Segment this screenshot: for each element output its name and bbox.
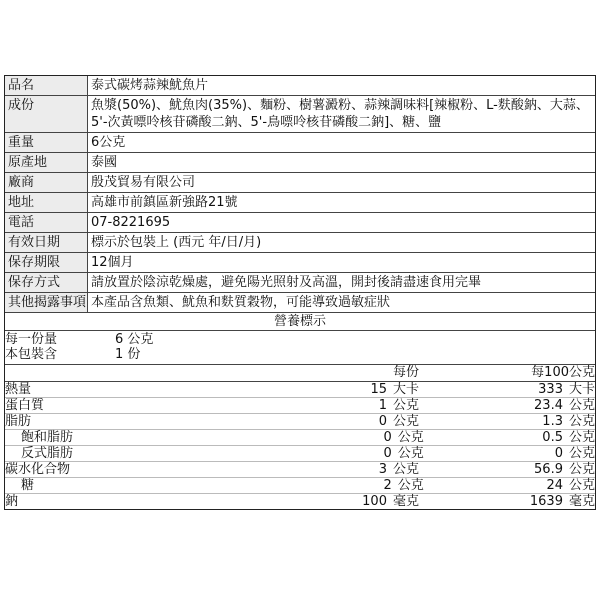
nutrient-per-serving bbox=[177, 446, 424, 461]
per-100g-unit: 公克 bbox=[568, 430, 595, 445]
info-key: 電話 bbox=[5, 213, 88, 233]
per-serving-unit: 公克 bbox=[392, 398, 419, 413]
servings-per-package-label: 本包裝含 bbox=[5, 347, 58, 362]
servings-per-package-value: 1 份 bbox=[115, 347, 141, 362]
info-key: 有效日期 bbox=[5, 233, 88, 253]
per-100g-amount: 1.3 bbox=[542, 414, 563, 429]
nutrient-per-100g bbox=[419, 494, 595, 509]
info-row bbox=[5, 153, 595, 173]
nutrient-per-serving bbox=[165, 494, 419, 509]
per-serving-header: 每份 bbox=[392, 365, 419, 380]
info-key: 保存方式 bbox=[5, 273, 88, 293]
info-key: 成份 bbox=[5, 96, 88, 133]
info-value: 泰式碳烤蒜辣魷魚片 bbox=[88, 76, 596, 96]
nutrient-per-serving bbox=[165, 382, 419, 397]
per-100g-unit: 公克 bbox=[568, 414, 595, 429]
nutrient-per-100g bbox=[424, 478, 595, 493]
per-serving-unit: 公克 bbox=[392, 462, 419, 477]
nutrient-name: 蛋白質 bbox=[5, 398, 45, 413]
nutrient-row bbox=[5, 494, 595, 509]
per-serving-unit: 公克 bbox=[397, 478, 424, 493]
nutrient-per-100g bbox=[419, 382, 595, 397]
info-key: 其他揭露事項 bbox=[5, 293, 88, 313]
nutrition-header bbox=[5, 365, 595, 382]
per-100g-amount: 0 bbox=[554, 446, 563, 461]
nutrient-per-serving bbox=[165, 398, 419, 413]
per-100g-unit: 毫克 bbox=[568, 494, 595, 509]
info-row bbox=[5, 213, 595, 233]
info-value: 魚漿(50%)、魷魚肉(35%)、麵粉、樹薯澱粉、蒜辣調味料[辣椒粉、L-麩酸鈉、大蒜、5'-次黃嘌呤核苷磷酸二鈉、5'-鳥嘌呤核苷磷酸二鈉]、糖、鹽 bbox=[88, 96, 596, 133]
info-key: 重量 bbox=[5, 133, 88, 153]
nutrient-name: 熱量 bbox=[5, 382, 32, 397]
nutrient-row bbox=[5, 398, 595, 414]
per-100g-unit: 公克 bbox=[568, 398, 595, 413]
per-100g-amount: 333 bbox=[538, 382, 563, 397]
info-row bbox=[5, 233, 595, 253]
nutrient-per-100g bbox=[424, 430, 595, 445]
nutrient-row bbox=[5, 382, 595, 398]
per-100g-amount: 0.5 bbox=[542, 430, 563, 445]
per-serving-amount: 0 bbox=[383, 446, 392, 461]
per-serving-amount: 100 bbox=[362, 494, 387, 509]
info-key: 品名 bbox=[5, 76, 88, 96]
nutrition-facts bbox=[5, 313, 595, 509]
nutrient-name: 反式脂肪 bbox=[21, 446, 74, 461]
per-100g-amount: 56.9 bbox=[534, 462, 563, 477]
nutrient-per-serving bbox=[177, 478, 424, 493]
info-value: 12個月 bbox=[88, 253, 596, 273]
info-value: 本產品含魚類、魷魚和麩質穀物，可能導致過敏症狀 bbox=[88, 293, 596, 313]
per-serving-amount: 1 bbox=[378, 398, 387, 413]
per-100g-amount: 1639 bbox=[529, 494, 563, 509]
per-serving-unit: 大卡 bbox=[392, 382, 419, 397]
nutrient-row bbox=[5, 430, 595, 446]
nutrient-row bbox=[5, 478, 595, 494]
nutrient-per-100g bbox=[419, 414, 595, 429]
nutrient-per-100g bbox=[419, 462, 595, 477]
nutrient-name: 糖 bbox=[21, 478, 35, 493]
info-key: 保存期限 bbox=[5, 253, 88, 273]
nutrient-name: 脂肪 bbox=[5, 414, 32, 429]
product-label bbox=[4, 75, 596, 510]
per-serving-unit: 公克 bbox=[397, 446, 424, 461]
per-100g-unit: 公克 bbox=[568, 446, 595, 461]
info-value: 6公克 bbox=[88, 133, 596, 153]
serving-size-value: 6 公克 bbox=[115, 332, 154, 347]
nutrient-name: 飽和脂肪 bbox=[21, 430, 74, 445]
info-row bbox=[5, 273, 595, 293]
per-serving-unit: 公克 bbox=[397, 430, 424, 445]
nutrient-per-serving bbox=[177, 430, 424, 445]
nutrient-per-serving bbox=[165, 462, 419, 477]
per-serving-amount: 0 bbox=[383, 430, 392, 445]
info-value: 泰國 bbox=[88, 153, 596, 173]
product-info-table bbox=[5, 76, 595, 313]
nutrition-title: 營養標示 bbox=[5, 313, 595, 331]
info-value: 請放置於陰涼乾燥處，避免陽光照射及高溫，開封後請盡速食用完畢 bbox=[88, 273, 596, 293]
info-key: 地址 bbox=[5, 193, 88, 213]
per-serving-amount: 15 bbox=[370, 382, 387, 397]
nutrient-per-100g bbox=[419, 398, 595, 413]
per-100g-amount: 23.4 bbox=[534, 398, 563, 413]
nutrient-per-100g bbox=[424, 446, 595, 461]
info-row bbox=[5, 193, 595, 213]
info-value: 殷茂貿易有限公司 bbox=[88, 173, 596, 193]
info-value: 07-8221695 bbox=[88, 213, 596, 233]
nutrient-name: 鈉 bbox=[5, 494, 19, 509]
per-serving-amount: 0 bbox=[378, 414, 387, 429]
per-100g-amount: 24 bbox=[546, 478, 563, 493]
info-value: 標示於包裝上 (西元 年/日/月) bbox=[88, 233, 596, 253]
info-key: 廠商 bbox=[5, 173, 88, 193]
info-row bbox=[5, 96, 595, 133]
per-100g-unit: 公克 bbox=[568, 478, 595, 493]
info-row bbox=[5, 76, 595, 96]
per-serving-amount: 2 bbox=[383, 478, 392, 493]
info-value: 高雄市前鎮區新強路21號 bbox=[88, 193, 596, 213]
info-row bbox=[5, 173, 595, 193]
nutrient-per-serving bbox=[165, 414, 419, 429]
per-100g-unit: 大卡 bbox=[568, 382, 595, 397]
info-key: 原產地 bbox=[5, 153, 88, 173]
info-row bbox=[5, 133, 595, 153]
serving-size-label: 每一份量 bbox=[5, 332, 58, 347]
info-row bbox=[5, 293, 595, 313]
nutrient-name: 碳水化合物 bbox=[5, 462, 71, 477]
per-100g-header: 每100公克 bbox=[531, 365, 595, 380]
nutrient-row bbox=[5, 462, 595, 478]
per-serving-amount: 3 bbox=[378, 462, 387, 477]
nutrient-row bbox=[5, 414, 595, 430]
serving-info bbox=[5, 331, 595, 365]
per-serving-unit: 毫克 bbox=[392, 494, 419, 509]
per-serving-unit: 公克 bbox=[392, 414, 419, 429]
info-row bbox=[5, 253, 595, 273]
per-100g-unit: 公克 bbox=[568, 462, 595, 477]
nutrient-row bbox=[5, 446, 595, 462]
